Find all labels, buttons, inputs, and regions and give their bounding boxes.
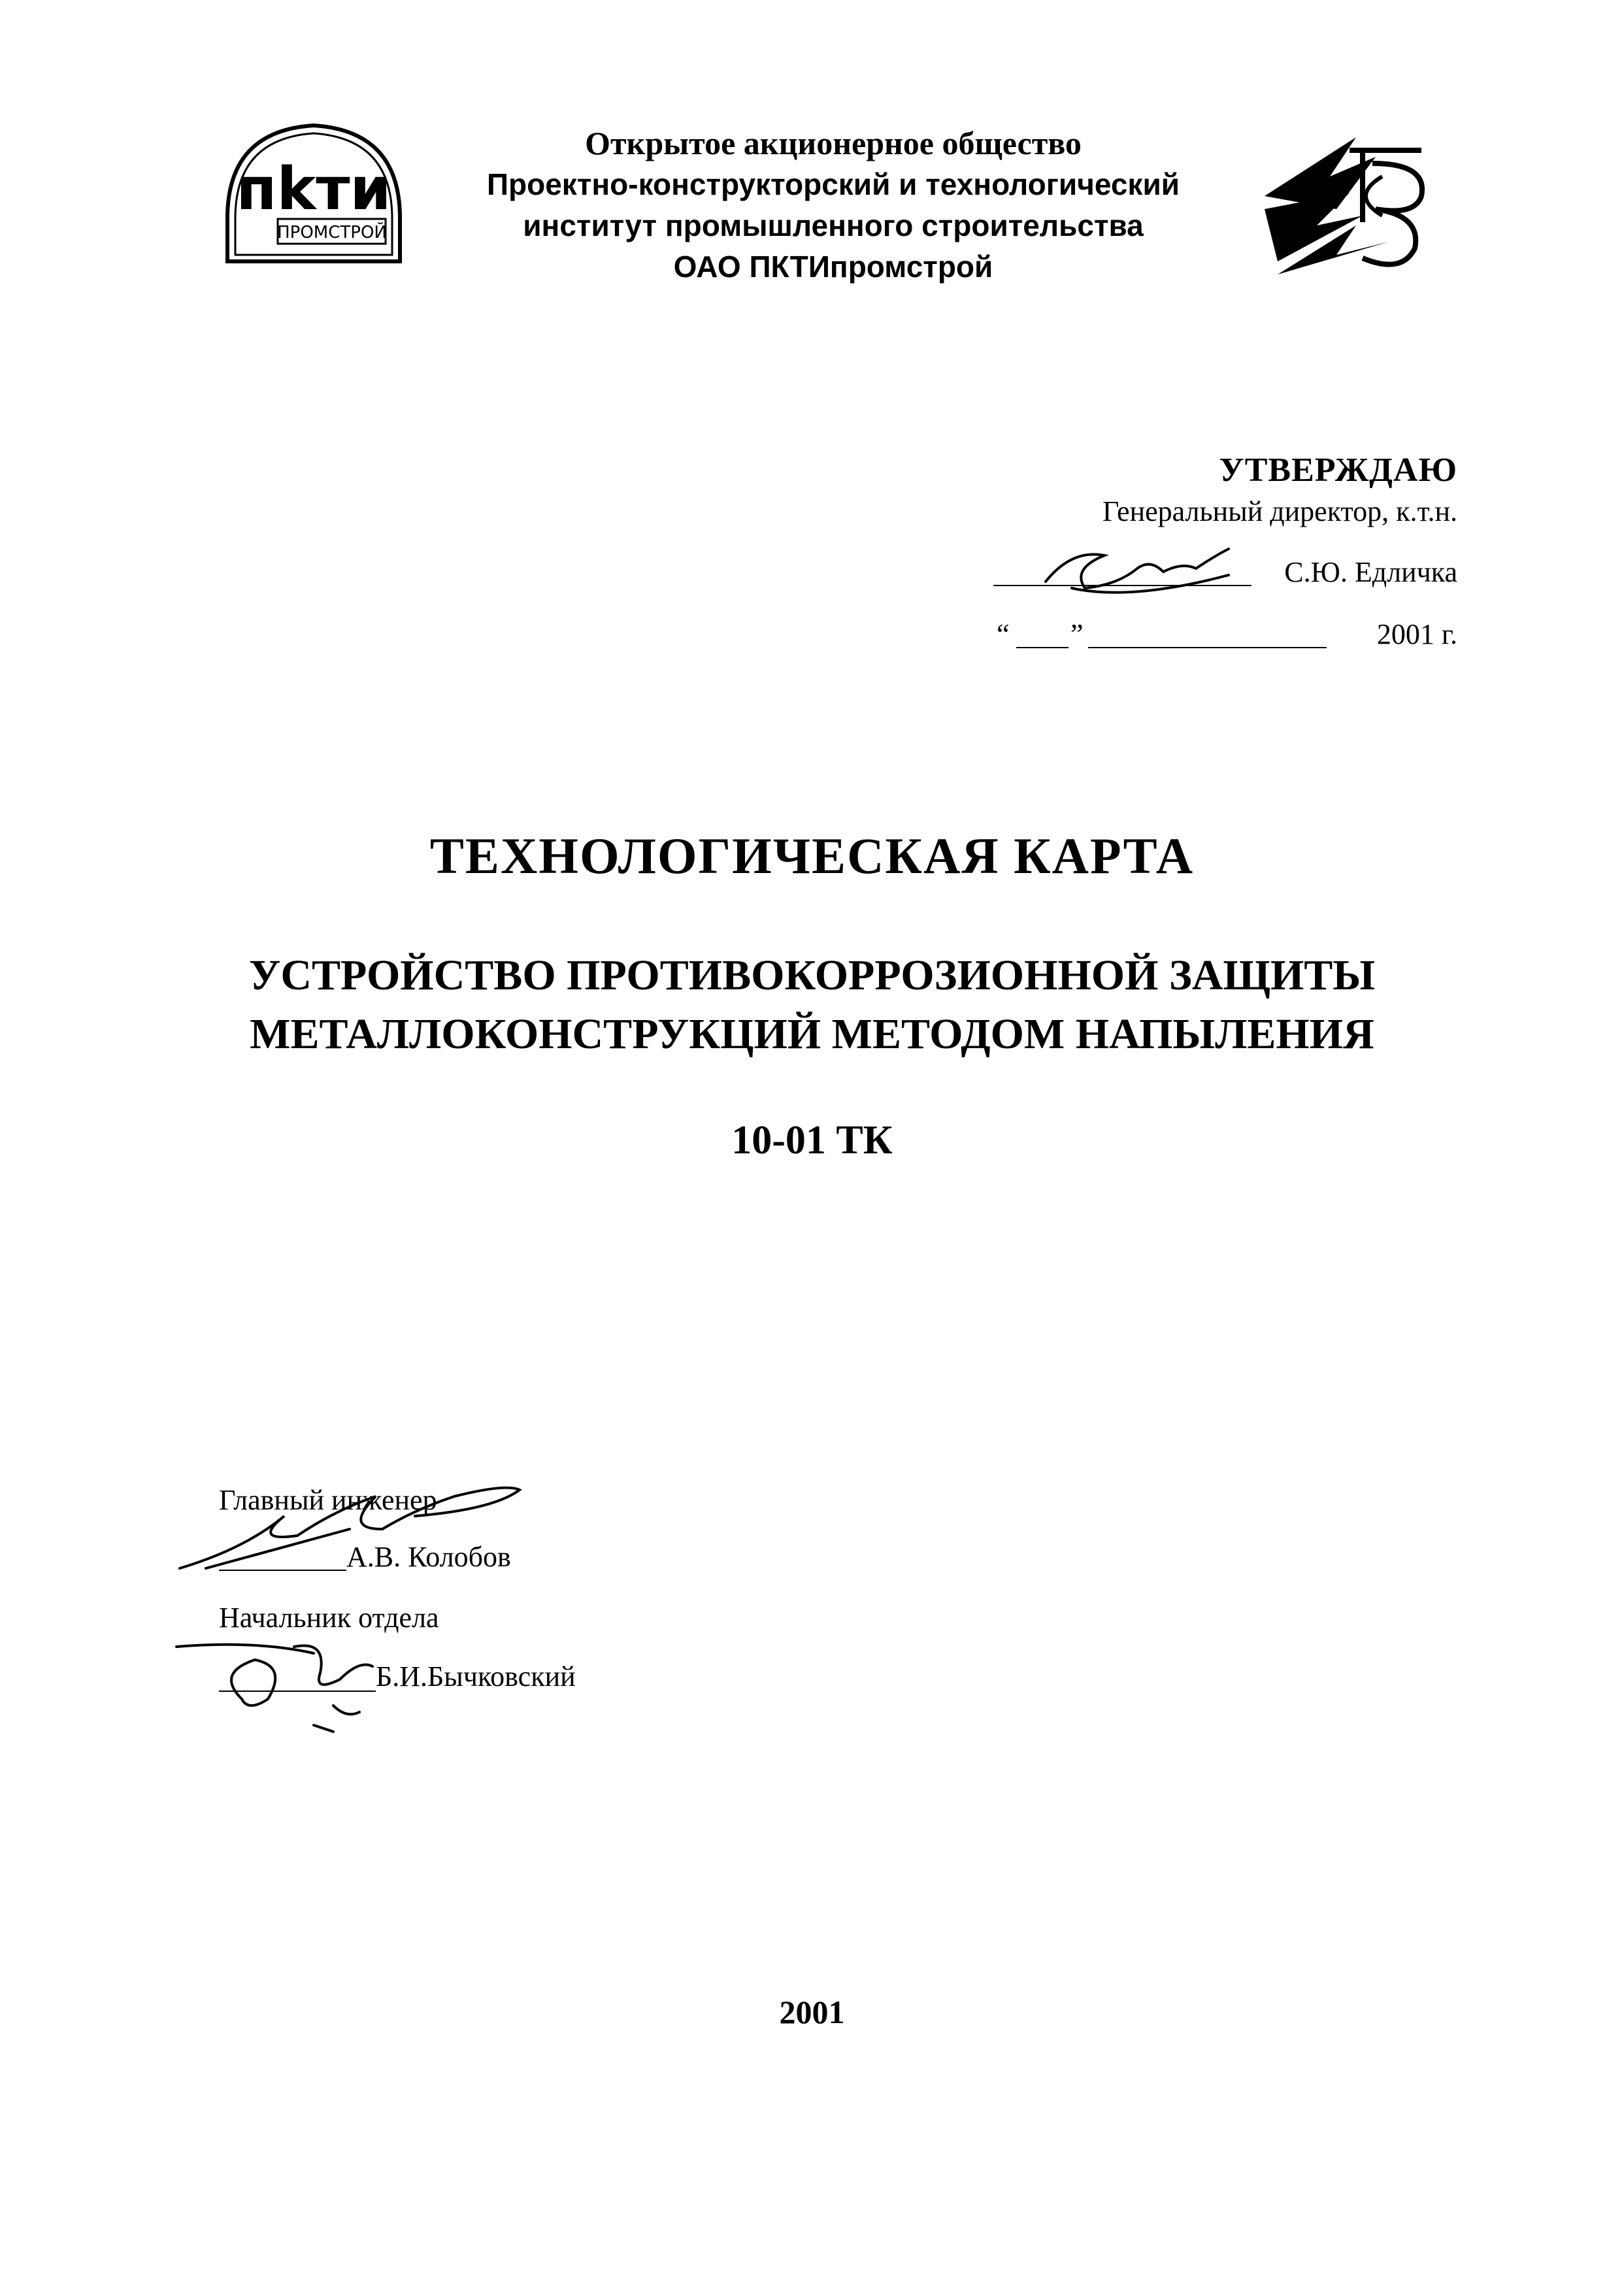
approval-position: Генеральный директор, к.т.н. <box>1102 495 1457 527</box>
org-line-1: Открытое акционерное общество <box>585 125 1082 161</box>
document-subtitle-line-1: УСТРОЙСТВО ПРОТИВОКОРРОЗИОННОЙ ЗАЩИТЫ <box>248 951 1376 999</box>
pkti-logo <box>216 118 412 268</box>
institute-emblem-logo <box>1258 111 1441 288</box>
date-open-quote: “ <box>997 618 1010 650</box>
approval-name: С.Ю. Едличка <box>1284 556 1457 588</box>
department-head-name: Б.И.Бычковский <box>376 1660 576 1692</box>
org-line-2: Проектно-конструкторский и технологический <box>486 167 1180 201</box>
chief-engineer-title: Главный инженер <box>219 1484 437 1516</box>
date-day-line <box>1016 647 1069 648</box>
org-line-3: институт промышленного строительства <box>523 208 1144 242</box>
document-main-title: ТЕХНОЛОГИЧЕСКАЯ КАРТА <box>429 827 1195 884</box>
logo-sub-text: ПРОМСТРОЙ <box>277 223 387 242</box>
date-year: 2001 г. <box>1376 618 1457 650</box>
department-head-title: Начальник отдела <box>219 1602 439 1634</box>
director-signature <box>1033 523 1281 608</box>
document-code: 10-01 ТК <box>731 1118 893 1163</box>
approval-title: УТВЕРЖДАЮ <box>1219 452 1457 489</box>
document-year: 2001 <box>779 1994 845 2030</box>
date-month-line <box>1088 647 1327 648</box>
date-close-quote: ” <box>1070 618 1084 650</box>
chief-engineer-name: А.В. Колобов <box>346 1541 511 1573</box>
document-subtitle-line-2: МЕТАЛЛОКОНСТРУКЦИЙ МЕТОДОМ НАПЫЛЕНИЯ <box>250 1010 1374 1058</box>
org-line-4: ОАО ПКТИпромстрой <box>673 250 993 284</box>
logo-main-text: пkти <box>236 155 391 223</box>
